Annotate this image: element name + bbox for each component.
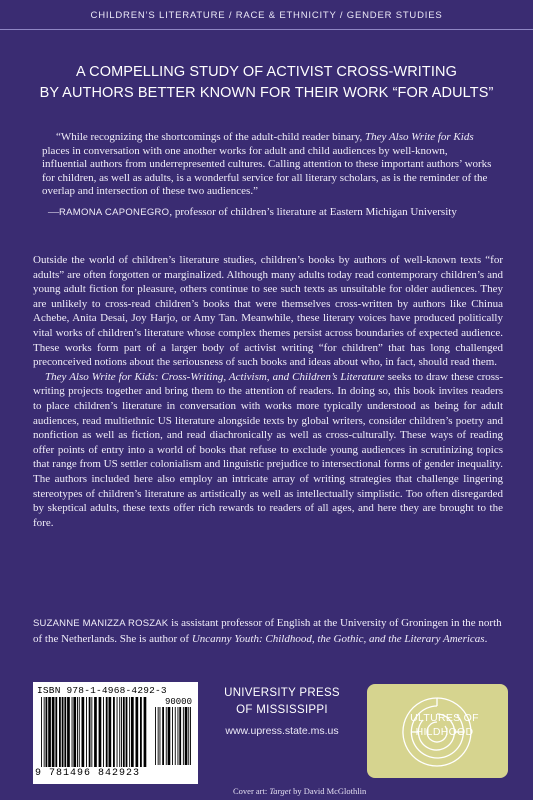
barcode-bar	[86, 697, 87, 767]
barcode-bar	[94, 697, 97, 767]
barcode-bar	[117, 697, 118, 767]
barcode-bar	[52, 697, 55, 767]
endorser-name: RAMONA CAPONEGRO	[59, 207, 170, 218]
headline-line-1: A COMPELLING STUDY OF ACTIVIST CROSS-WRITING	[76, 64, 457, 80]
barcode-bar	[158, 707, 159, 765]
barcode-bar	[172, 707, 173, 765]
barcode-bar	[41, 697, 42, 767]
barcode-bar	[126, 697, 128, 767]
barcode-bar	[121, 697, 122, 767]
description-paragraph-2-text: seeks to draw these cross-writing projects together and bring them to the attention of readers. In doing so, this book invites readers to place children’s literature in conversation with works more typically understood as being for adult audiences, read multiethnic US literature alongside texts by global writers, consider children’s poetry and nonfiction as well as fiction, and read diachronically as well as cross-culturally. These ways of reading offer points of entry into a world of books that refuse to exclude young audiences in scrutinizing topics that range from US settler colonialism and linguistic prejudice to intersectional forms of gender inequality. The authors included here also employ an intricate array of writing strategies that challenge lingering stereotypes of children’s literature as artistically as well as intellectually simplistic. Too often disregarded by skeptical adults, these texts offer rich rewards to readers of all ages, and here they are brought to the fore.	[33, 370, 503, 529]
description-paragraph-1: Outside the world of children’s literature studies, children’s books by authors of well-known texts “for adults” are often forgotten or marginalized. Although many adults today read contemporary children’s and young adult fiction for pleasure, others continue to see such texts as unsuitable for older audiences. They are unlikely to cross-read children’s books that were themselves cross-written by authors like Chinua Achebe, Anita Desai, Joy Harjo, or Amy Tan. Meanwhile, these literary voices have produced politically vital works of children’s literature whose complex themes persist across boundaries of expected audience. These works form part of a larger body of activist writing “for children” that has long challenged preconceived notions about the seriousness of such books and ideas about who, in fact, should read them.	[33, 254, 503, 369]
series-header	[0, 0, 533, 30]
series-logo-line-1: ULTURES OF	[410, 712, 479, 724]
author-name: SUZANNE MANIZZA ROSZAK	[33, 618, 169, 629]
price-code: 90000	[164, 697, 192, 707]
barcode-bar	[175, 707, 176, 765]
barcode-bar	[109, 697, 112, 767]
barcode-bar	[144, 697, 147, 767]
series-logo-line-2: HILDHOOD	[415, 726, 474, 738]
cover-art-prefix: Cover art:	[233, 786, 270, 796]
series-logo	[367, 684, 508, 778]
barcode-bar	[166, 707, 167, 765]
endorser-role: , professor of children’s literature at Eastern Michigan University	[169, 206, 457, 218]
price-barcode-bars	[155, 707, 193, 767]
endorsement-attribution	[48, 206, 493, 220]
barcode-bar	[79, 697, 80, 767]
headline-line-2: BY AUTHORS BETTER KNOWN FOR THEIR WORK “FOR ADULTS”	[39, 85, 494, 101]
quote-text-pre: “While recognizing the shortcomings of the adult-child reader binary,	[56, 131, 366, 143]
barcode-bar	[183, 707, 184, 765]
barcode-bar	[99, 697, 102, 767]
isbn-number: ISBN 978-1-4968-4292-3	[37, 685, 167, 696]
barcode-bar	[190, 707, 191, 765]
author-bio-end: .	[484, 632, 488, 645]
headline	[20, 62, 513, 104]
quote-book-title: They Also Write for Kids	[365, 131, 474, 143]
barcode-bar	[162, 707, 164, 765]
barcode-bar	[67, 697, 70, 767]
barcode-bar	[179, 707, 181, 765]
endorsement-quote	[42, 131, 492, 199]
barcode-bar	[119, 697, 120, 767]
author-bio	[33, 616, 503, 646]
ean-barcode-bars	[41, 697, 149, 769]
barcode-bar	[89, 697, 91, 767]
author-bio-text: is assistant professor of English at the University of Groningen in the north of the Netherlands. She is author of	[33, 617, 502, 645]
publisher-name-line-1: UNIVERSITY PRESS	[224, 687, 340, 699]
barcode-bar	[129, 697, 130, 767]
description-paragraph-2	[33, 370, 503, 531]
cover-art-suffix: by David McGlothlin	[290, 786, 367, 796]
barcode-bar	[48, 697, 51, 767]
barcode-bar	[160, 707, 161, 765]
attribution-dash: —	[48, 206, 59, 218]
publisher-name-line-2: OF MISSISSIPPI	[236, 704, 328, 716]
barcode-bar	[59, 697, 61, 767]
barcode-bar	[72, 697, 73, 767]
quote-text-post: places in conversation with one another works for adult and child audiences by well-known, influential authors from underrepresented cultures. Calling attention to these important authors’ works for children, as well as adults, is a wonderful service for all literary scholars, as is the reminder of the overlap and intersection of these two audiences.”	[42, 144, 492, 198]
barcode-bar	[136, 697, 139, 767]
description-book-title: They Also Write for Kids: Cross-Writing, Activism, and Children’s Literature	[45, 370, 385, 383]
cover-art-credit	[233, 786, 366, 796]
barcode-bar	[185, 707, 188, 765]
barcode-bar	[82, 697, 85, 767]
barcode-bar	[178, 707, 179, 765]
barcode-bar	[168, 707, 171, 765]
ean-number: 9 781496 842923	[35, 768, 141, 779]
barcode-bar	[140, 697, 142, 767]
barcode-bar	[131, 697, 134, 767]
barcode-bar	[188, 707, 189, 765]
barcode-bar	[113, 697, 115, 767]
publisher-url: www.upress.state.ms.us	[225, 725, 339, 737]
cover-art-title: Target	[269, 786, 291, 796]
barcode-block	[33, 682, 198, 784]
publisher-block	[212, 685, 352, 737]
barcode-bar	[46, 697, 48, 767]
barcode-bar	[103, 697, 104, 767]
barcode-bar	[64, 697, 66, 767]
barcode-bar	[77, 697, 78, 767]
barcode-bar	[62, 697, 64, 767]
barcode-bar	[55, 697, 57, 767]
barcode-bar	[155, 707, 156, 765]
barcode-bar	[123, 697, 125, 767]
book-description	[33, 253, 503, 530]
barcode-bar	[91, 697, 92, 767]
barcode-bar	[44, 697, 45, 767]
author-other-book: Uncanny Youth: Childhood, the Gothic, and the Literary Americas	[191, 632, 485, 645]
barcode-bar	[73, 697, 76, 767]
barcode-bar	[106, 697, 108, 767]
series-categories: CHILDREN’S LITERATURE / RACE & ETHNICITY / GENDER STUDIES	[90, 10, 443, 21]
